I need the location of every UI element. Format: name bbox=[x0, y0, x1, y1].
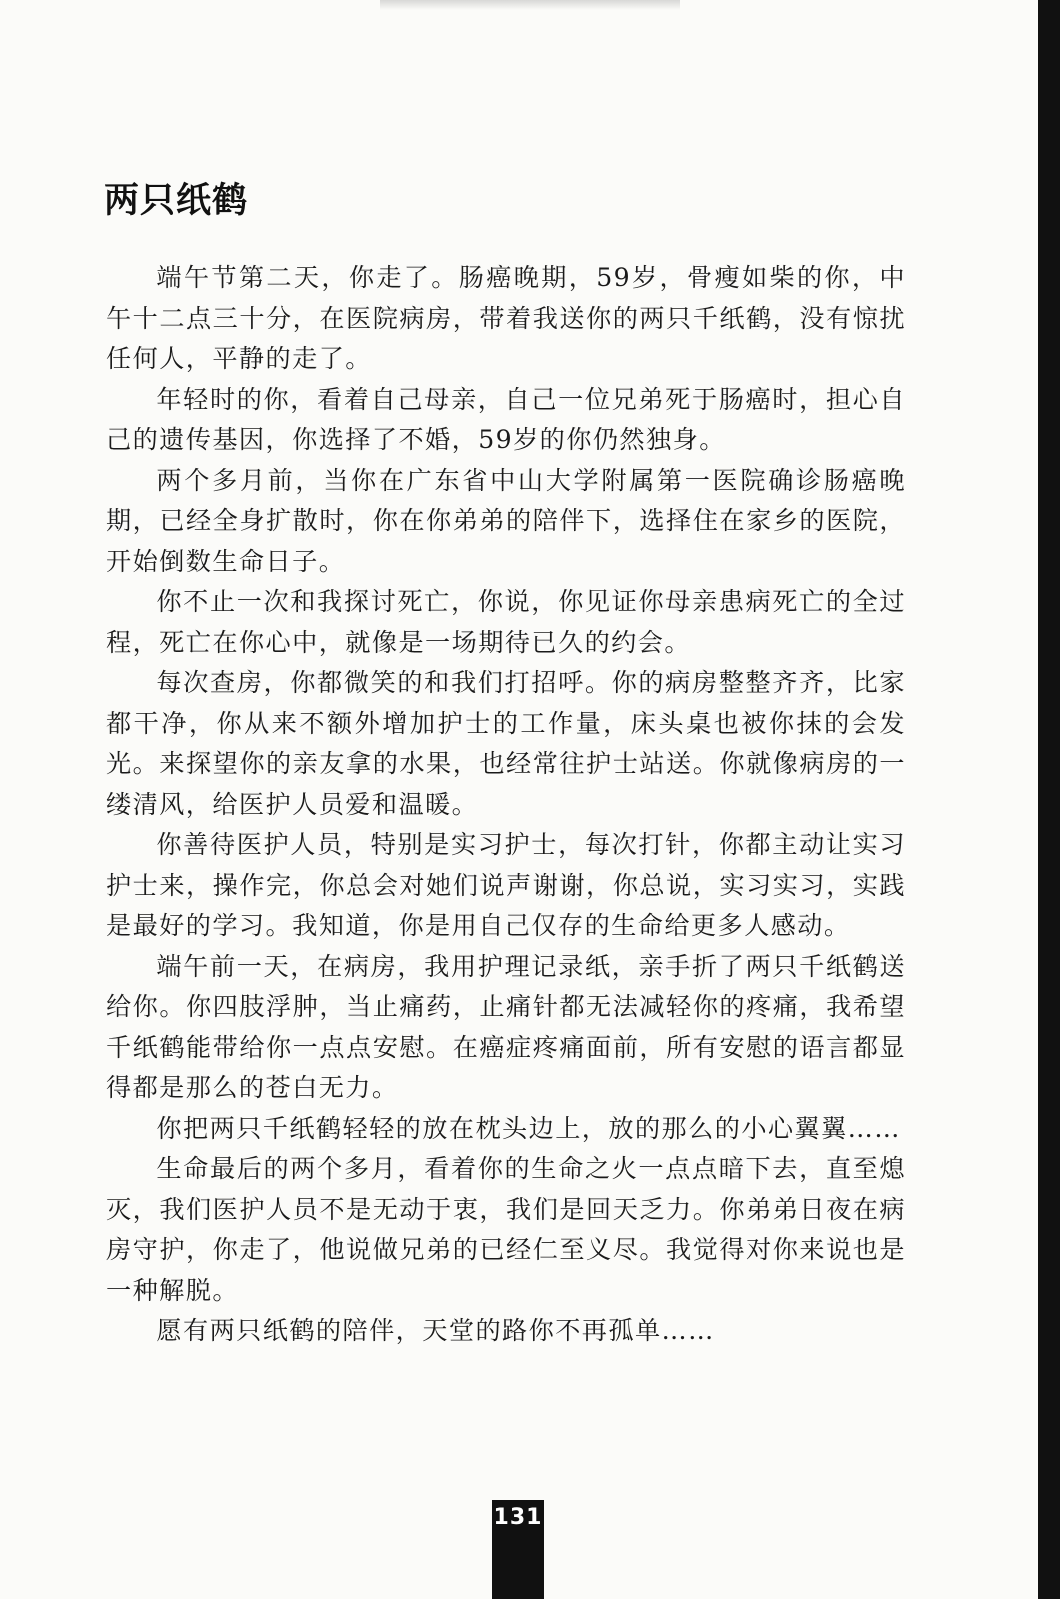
paragraph-4: 你不止一次和我探讨死亡，你说，你见证你母亲患病死亡的全过程，死亡在你心中，就像是一场期待已久的约会。 bbox=[106, 587, 906, 657]
page-title: 两只纸鹤 bbox=[104, 181, 249, 221]
scan-edge-shadow bbox=[1038, 0, 1060, 1599]
paragraph-9: 生命最后的两个多月，看着你的生命之火一点点暗下去，直至熄灭，我们医护人员不是无动于衷，我们是回天乏力。你弟弟日夜在病房守护，你走了，他说做兄弟的已经仁至义尽。我觉得对你来说也是一种解脱。 bbox=[106, 1154, 906, 1305]
paragraph-2: 年轻时的你，看着自己母亲，自己一位兄弟死于肠癌时，担心自己的遗传基因，你选择了不婚，59岁的你仍然独身。 bbox=[106, 384, 906, 454]
scan-smudge bbox=[380, 0, 680, 10]
paragraph-7: 端午前一天，在病房，我用护理记录纸，亲手折了两只千纸鹤送给你。你四肢浮肿，当止痛药，止痛针都无法减轻你的疼痛，我希望千纸鹤能带给你一点点安慰。在癌症疼痛面前，所有安慰的语言都显得都是那么的苍白无力。 bbox=[106, 951, 906, 1102]
paragraph-10: 愿有两只纸鹤的陪伴，天堂的路你不再孤单…… bbox=[156, 1316, 715, 1345]
paragraph-8: 你把两只千纸鹤轻轻的放在枕头边上，放的那么的小心翼翼…… bbox=[156, 1113, 901, 1143]
paragraph-5: 每次查房，你都微笑的和我们打招呼。你的病房整整齐齐，比家都干净，你从来不额外增加护士的工作量，床头桌也被你抹的会发光。来探望你的亲友拿的水果，也经常往护士站送。你就像病房的一缕清风，给医护人员爱和温暖。 bbox=[106, 668, 906, 819]
paragraph-1: 端午节第二天，你走了。肠癌晚期，59岁，骨瘦如柴的你，中午十二点三十分，在医院病房，带着我送你的两只千纸鹤，没有惊扰任何人，平静的走了。 bbox=[106, 263, 906, 373]
paragraph-3: 两个多月前，当你在广东省中山大学附属第一医院确诊肠癌晚期，已经全身扩散时，你在你弟弟的陪伴下，选择住在家乡的医院，开始倒数生命日子。 bbox=[106, 465, 906, 576]
article-body bbox=[106, 258, 906, 1352]
page-number: 131 bbox=[492, 1500, 544, 1599]
paragraph-6: 你善待医护人员，特别是实习护士，每次打针，你都主动让实习护士来，操作完，你总会对她们说声谢谢，你总说，实习实习，实践是最好的学习。我知道，你是用自己仅存的生命给更多人感动。 bbox=[106, 830, 906, 940]
